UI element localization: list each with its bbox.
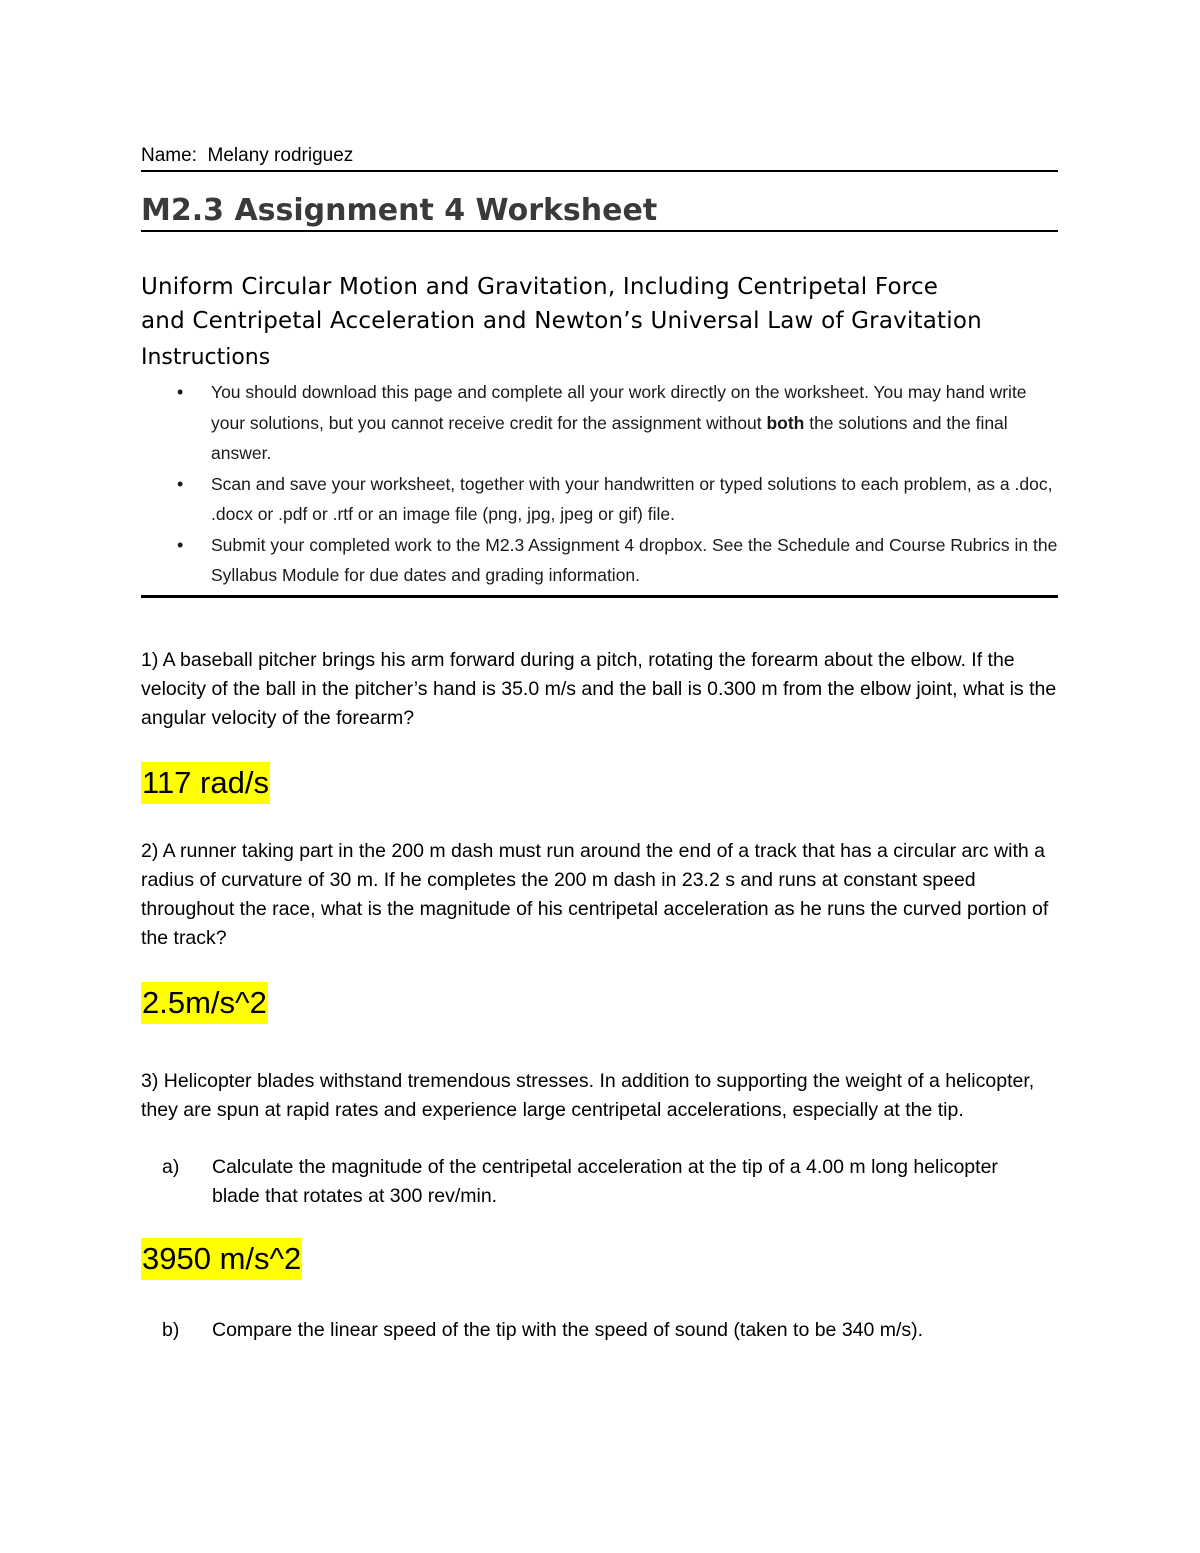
bullet-icon: • [177, 382, 184, 402]
instruction-item: • Scan and save your worksheet, together with your handwritten or typed solutions to each problem, as a .doc, .docx or .pdf or .rtf or an image file (png, jpg, jpeg or gif) file. [141, 469, 1058, 530]
question-3a [141, 1153, 1041, 1211]
subtitle-line-2: and Centripetal Acceleration and Newton’s Universal Law of Gravitation [141, 308, 982, 334]
question-1: 1) A baseball pitcher brings his arm forward during a pitch, rotating the forearm about the elbow. If the velocity of the ball in the pitcher’s hand is 35.0 m/s and the ball is 0.300 m from the elbow joint, what is the angular velocity of the forearm? [141, 649, 1057, 729]
answer-1: 117 rad/s [141, 762, 270, 804]
question-3b-text: Compare the linear speed of the tip with the speed of sound (taken to be 340 m/s). [212, 1319, 924, 1341]
instructions-list [141, 377, 1058, 598]
page-title: M2.3 Assignment 4 Worksheet [141, 192, 1058, 232]
subtitle [141, 270, 1081, 338]
answer-3a: 3950 m/s^2 [141, 1238, 302, 1280]
name-label: Name: [141, 145, 197, 166]
instruction-item: • Submit your completed work to the M2.3 Assignment 4 dropbox. See the Schedule and Course Rubrics in the Syllabus Module for due dates and grading information. [141, 530, 1058, 591]
instruction-item: • You should download this page and complete all your work directly on the worksheet. You may hand write your solutions, but you cannot receive credit for the assignment without both the solutions and the final answer. [141, 377, 1058, 469]
name-value: Melany rodriguez [207, 145, 354, 166]
question-3b-label: b) [162, 1319, 180, 1341]
question-3b [141, 1316, 1041, 1345]
question-3: 3) Helicopter blades withstand tremendous stresses. In addition to supporting the weight of a helicopter, they are spun at rapid rates and experience large centripetal accelerations, especially at the tip. [141, 1070, 1035, 1121]
answer-2: 2.5m/s^2 [141, 982, 268, 1024]
name-line [141, 144, 1058, 172]
question-3a-text: Calculate the magnitude of the centripetal acceleration at the tip of a 4.00 m long helicopter blade that rotates at 300 rev/min. [212, 1156, 998, 1207]
subtitle-line-1: Uniform Circular Motion and Gravitation, Including Centripetal Force [141, 274, 939, 300]
question-2: 2) A runner taking part in the 200 m dash must run around the end of a track that has a circular arc with a radius of curvature of 30 m. If he completes the 200 m dash in 23.2 s and runs at constant speed throughout the race, what is the magnitude of his centripetal acceleration as he runs the curved portion of the track? [141, 840, 1049, 949]
instructions-heading: Instructions [141, 345, 271, 370]
question-3a-label: a) [162, 1156, 180, 1178]
bullet-icon: • [177, 473, 184, 494]
bullet-icon: • [177, 534, 184, 555]
